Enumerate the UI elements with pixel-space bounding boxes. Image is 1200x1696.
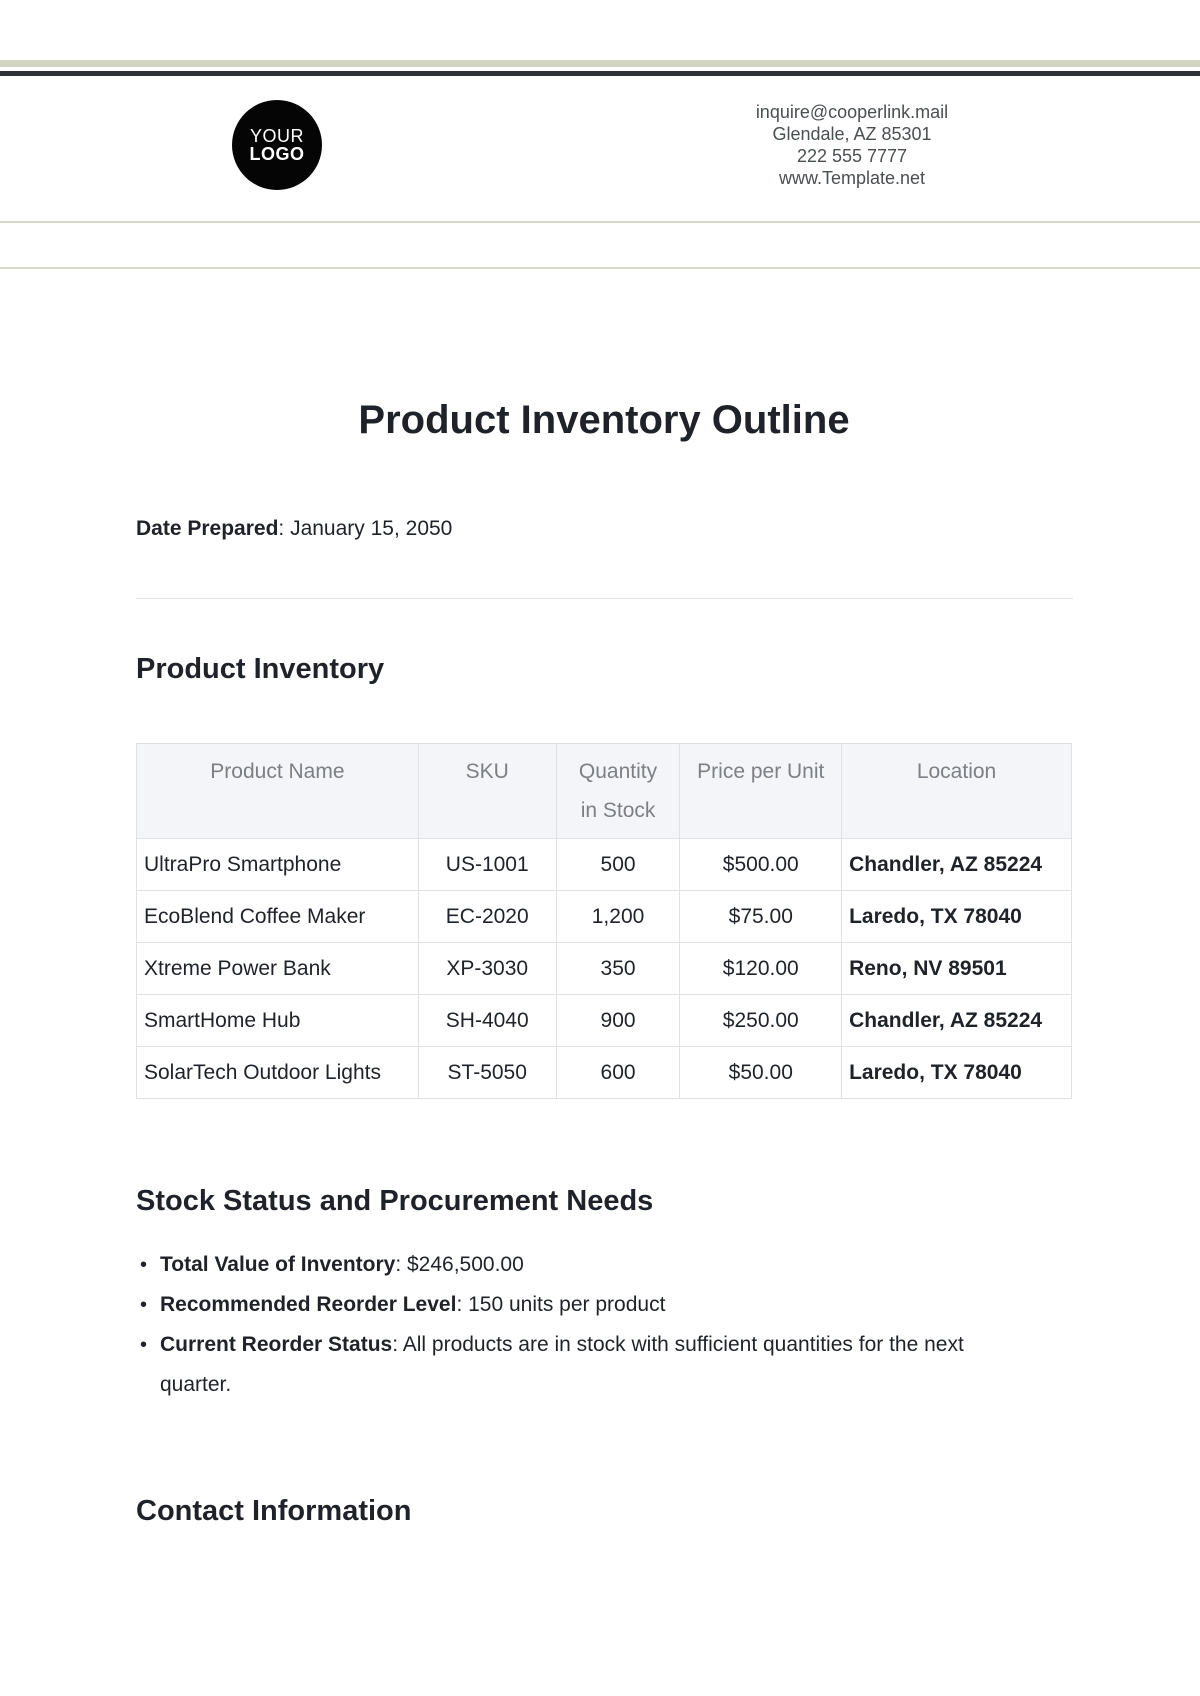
table-row [137, 891, 1072, 943]
cell-location: Laredo, TX 78040 [842, 891, 1072, 943]
header-address: Glendale, AZ 85301 [772, 124, 932, 144]
column-header-location: Location [842, 744, 1072, 839]
cell-sku: XP-3030 [418, 943, 556, 995]
header-accent-band [0, 60, 1200, 67]
cell-quantity: 1,200 [556, 891, 680, 943]
list-item-label: Total Value of Inventory [160, 1253, 396, 1276]
header-website: www.Template.net [778, 168, 926, 188]
cell-quantity: 350 [556, 943, 680, 995]
cell-sku: SH-4040 [418, 995, 556, 1047]
column-header-quantity-line1: Quantity [578, 760, 658, 783]
cell-price: $50.00 [680, 1047, 842, 1099]
header-contact-block [702, 101, 1002, 189]
cell-quantity: 900 [556, 995, 680, 1047]
table-header-row [137, 744, 1072, 839]
cell-product-name: SmartHome Hub [137, 995, 419, 1047]
header-email: inquire@cooperlink.mail [755, 102, 949, 122]
column-header-sku: SKU [418, 744, 556, 839]
cell-sku: US-1001 [418, 839, 556, 891]
column-header-product-name: Product Name [137, 744, 419, 839]
table-row [137, 839, 1072, 891]
cell-quantity: 500 [556, 839, 680, 891]
logo-text-bottom: LOGO [249, 143, 305, 164]
list-item-value: : $246,500.00 [395, 1253, 524, 1276]
cell-location: Laredo, TX 78040 [842, 1047, 1072, 1099]
inventory-table [136, 743, 1072, 1099]
table-row [137, 1047, 1072, 1099]
cell-location: Chandler, AZ 85224 [842, 995, 1072, 1047]
page-title: Product Inventory Outline [358, 398, 850, 442]
date-prepared-value: : January 15, 2050 [278, 517, 453, 540]
date-prepared [136, 517, 452, 541]
header-divider-lower [0, 267, 1200, 269]
cell-product-name: Xtreme Power Bank [137, 943, 419, 995]
list-item-value: : 150 units per product [456, 1293, 666, 1316]
cell-location: Reno, NV 89501 [842, 943, 1072, 995]
table-row [137, 995, 1072, 1047]
list-item [136, 1325, 1036, 1405]
stock-status-heading: Stock Status and Procurement Needs [136, 1185, 654, 1217]
list-item [136, 1245, 1036, 1285]
logo-text-top: YOUR [249, 125, 304, 146]
header-dark-band [0, 71, 1200, 76]
cell-quantity: 600 [556, 1047, 680, 1099]
stock-status-list [136, 1245, 1036, 1405]
column-header-quantity-line2: in Stock [580, 799, 656, 822]
cell-sku: EC-2020 [418, 891, 556, 943]
cell-price: $75.00 [680, 891, 842, 943]
cell-sku: ST-5050 [418, 1047, 556, 1099]
inventory-heading: Product Inventory [136, 653, 385, 685]
cell-product-name: UltraPro Smartphone [137, 839, 419, 891]
list-item-value: : All products are in stock with sufficient quantities for the next quarter. [160, 1333, 964, 1396]
column-header-price: Price per Unit [680, 744, 842, 839]
header-phone: 222 555 7777 [796, 146, 908, 166]
cell-product-name: SolarTech Outdoor Lights [137, 1047, 419, 1099]
cell-price: $250.00 [680, 995, 842, 1047]
section-divider [136, 598, 1073, 599]
cell-product-name: EcoBlend Coffee Maker [137, 891, 419, 943]
contact-information-heading: Contact Information [136, 1495, 412, 1527]
cell-price: $120.00 [680, 943, 842, 995]
list-item [136, 1285, 1036, 1325]
table-row [137, 943, 1072, 995]
cell-location: Chandler, AZ 85224 [842, 839, 1072, 891]
list-item-label: Current Reorder Status [160, 1333, 393, 1356]
date-prepared-label: Date Prepared [136, 517, 279, 540]
company-logo [232, 100, 322, 190]
cell-price: $500.00 [680, 839, 842, 891]
header-divider [0, 221, 1200, 223]
list-item-label: Recommended Reorder Level [160, 1293, 457, 1316]
column-header-quantity [556, 744, 680, 839]
